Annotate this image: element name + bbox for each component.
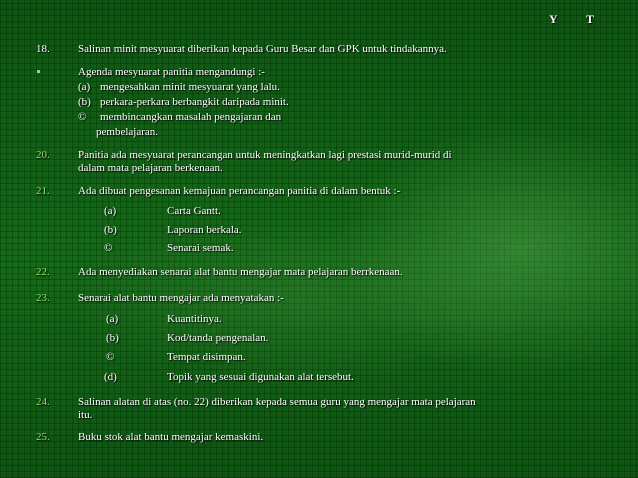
item-text-25: Buku stok alat bantu mengajar kemaskini. [78,431,264,443]
item-21-sub-b-label: (b) [104,224,117,236]
item-21-sub-c-label: © [104,242,113,254]
item-text-18: Salinan minit mesyuarat diberikan kepada Guru Besar dan GPK untuk tindakannya. [78,43,447,55]
item-number-25: 25. [36,431,50,443]
item-23-sub-a-label: (a) [106,313,119,325]
item-21-sub-b-text: Laporan berkala. [167,224,242,236]
item-21-sub-a-text: Carta Gantt. [167,205,221,217]
item-23-sub-b-text: Kod/tanda pengenalan. [167,332,269,344]
item-23-sub-d-text: Topik yang sesuai digunakan alat tersebut. [167,371,354,383]
item-number-21: 21. [36,185,50,197]
item-text-24-line1: Salinan alatan di atas (no. 22) diberikan kepada semua guru yang mengajar mata pelajaran [78,396,476,408]
item-19-continuation: pembelajaran. [96,126,158,138]
item-19-sub-c-text: membincangkan masalah pengajaran dan [100,111,282,123]
item-text-20-line1: Panitia ada mesyuarat perancangan untuk meningkatkan lagi prestasi murid-murid di [78,149,452,161]
item-19-sub-b-label: (b) [78,96,91,108]
item-23-sub-c-text: Tempat disimpan. [167,351,246,363]
item-number-24: 24. [36,396,50,408]
column-header-t: T [586,12,595,26]
item-text-19: Agenda mesyuarat panitia mengandungi :- [78,66,265,78]
item-21-sub-a-label: (a) [104,205,117,217]
item-23-sub-c-label: © [106,351,115,363]
item-23-sub-b-label: (b) [106,332,119,344]
item-number-23: 23. [36,292,50,304]
item-19-sub-a-label: (a) [78,81,91,93]
item-19-sub-a-text: mengesahkan minit mesyuarat yang lalu. [100,81,280,93]
item-text-23: Senarai alat bantu mengajar ada menyatakan :- [78,292,284,304]
item-23-sub-d-label: (d) [104,371,117,383]
column-header-y: Y [549,12,558,26]
item-21-sub-c-text: Senarai semak. [167,242,234,254]
bullet-icon [37,70,40,73]
item-19-sub-c-label: © [78,111,87,123]
item-number-18: 18. [36,43,50,55]
item-text-21: Ada dibuat pengesanan kemajuan perancangan panitia di dalam bentuk :- [78,185,401,197]
item-number-22: 22. [36,266,50,278]
item-text-24-line2: itu. [78,409,93,421]
item-number-20: 20. [36,149,50,161]
item-23-sub-a-text: Kuantitinya. [167,313,222,325]
item-text-22: Ada menyediakan senarai alat bantu mengajar mata pelajaran berrkenaan. [78,266,403,278]
item-19-sub-b-text: perkara-perkara berbangkit daripada minit. [100,96,289,108]
item-text-20-line2: dalam mata pelajaran berkenaan. [78,162,223,174]
